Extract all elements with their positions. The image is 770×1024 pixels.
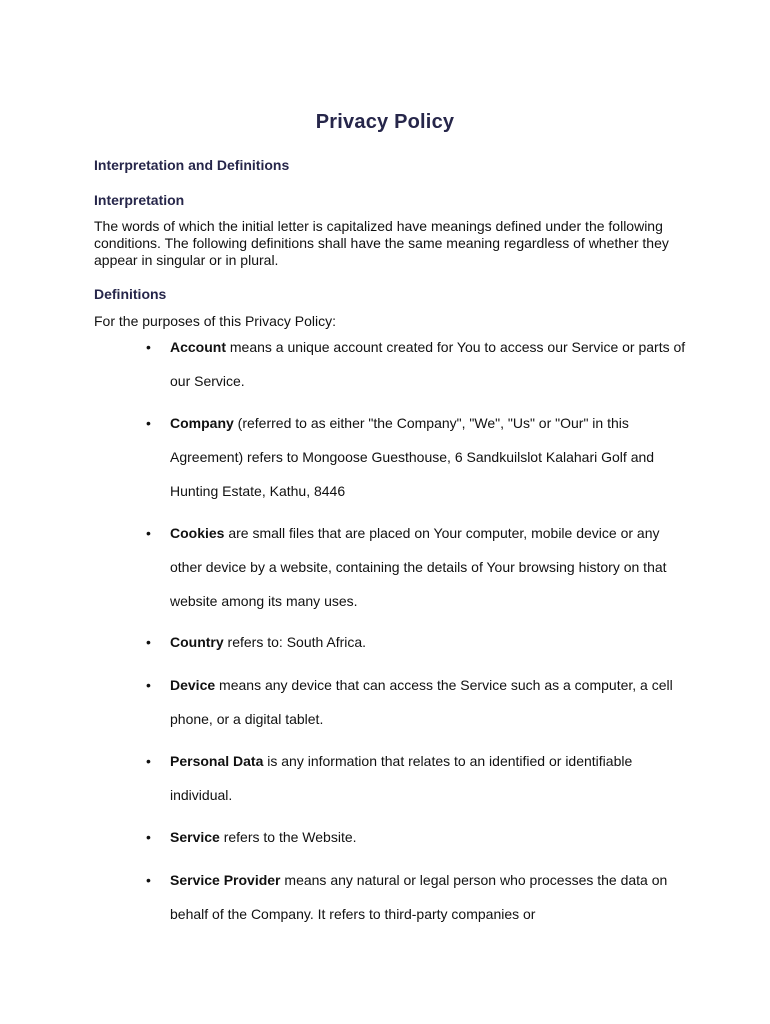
definition-text: means a unique account created for You to access our Service or parts of our Service. (170, 339, 686, 389)
definitions-heading: Definitions (94, 286, 167, 302)
definition-item-device (146, 668, 690, 736)
interpretation-heading: Interpretation (94, 192, 185, 208)
definition-text: means any device that can access the Service such as a computer, a cell phone, or a digital tablet. (170, 677, 673, 727)
definition-text: refers to the Website. (219, 829, 357, 845)
definition-term: Service (170, 829, 220, 845)
bullet-icon: • (146, 634, 151, 650)
definition-term: Account (170, 339, 226, 355)
bullet-icon: • (146, 872, 151, 888)
definition-text: are small files that are placed on Your computer, mobile device or any other device by a website, containing the details of Your browsing history on that website among its many uses. (170, 525, 667, 609)
bullet-icon: • (146, 339, 151, 355)
definition-term: Device (170, 677, 216, 693)
definition-item-company (146, 406, 690, 508)
definition-item-cookies (146, 516, 690, 618)
definition-text: (referred to as either "the Company", "We", "Us" or "Our" in this Agreement) refers to Mongoose Guesthouse, 6 Sandkuilslot Kalahari Golf and Hunting Estate, Kathu, 8446 (170, 415, 655, 499)
definition-term: Company (170, 415, 234, 431)
bullet-icon: • (146, 753, 151, 769)
interpretation-paragraph: The words of which the initial letter is capitalized have meanings defined under the following conditions. The following definitions shall have the same meaning regardless of whether they appear in singular or in plural. (94, 218, 669, 268)
bullet-icon: • (146, 525, 151, 541)
definition-text: is any information that relates to an identified or identifiable individual. (170, 753, 633, 803)
definitions-intro: For the purposes of this Privacy Policy: (94, 313, 336, 329)
definition-term: Cookies (170, 525, 225, 541)
definition-item-personal-data (146, 744, 690, 812)
definition-text: refers to: South Africa. (223, 634, 367, 650)
definition-term: Personal Data (170, 753, 264, 769)
definition-item-service-provider (146, 863, 690, 931)
bullet-icon: • (146, 829, 151, 845)
definition-text: means any natural or legal person who processes the data on behalf of the Company. It refers to third-party companies or (170, 872, 668, 922)
section-heading: Interpretation and Definitions (94, 157, 290, 173)
definition-item-account (146, 330, 690, 398)
definition-item-service (146, 820, 690, 854)
document-title: Privacy Policy (315, 111, 455, 133)
definition-item-country (146, 625, 690, 659)
definition-term: Country (170, 634, 224, 650)
definition-term: Service Provider (170, 872, 281, 888)
bullet-icon: • (146, 677, 151, 693)
bullet-icon: • (146, 415, 151, 431)
